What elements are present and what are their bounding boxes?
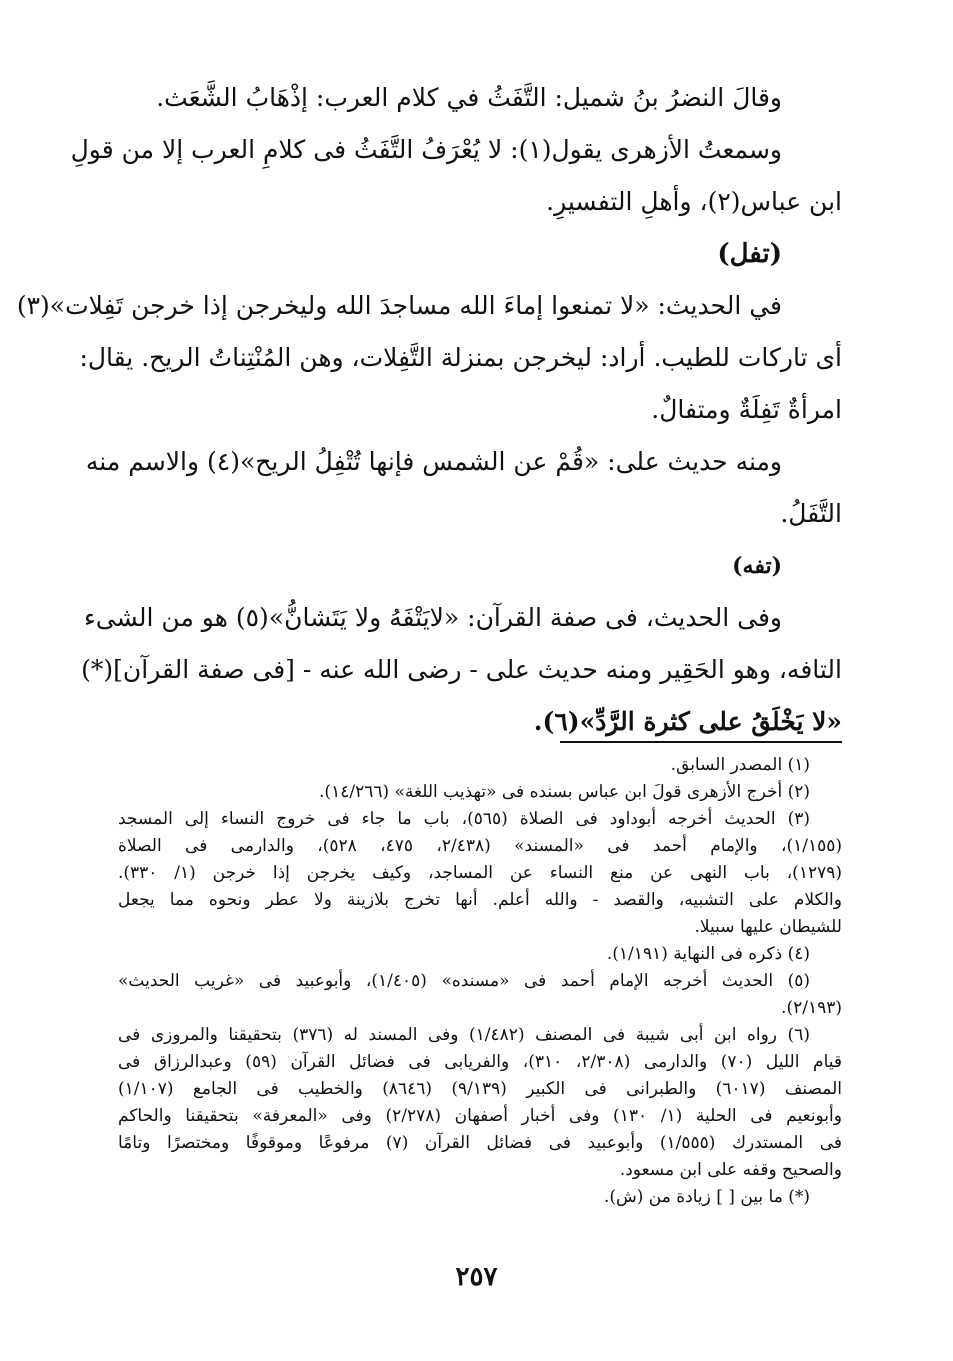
footnote-line: (*) ما بين [ ] زيادة من (ش).	[603, 1187, 810, 1207]
footnote-line: (٦) رواه ابن أبى شيبة فى المصنف (١/٤٨٢) وفى المسند له (٣٧٦) بتحقيقنا والمروزى فى	[118, 1025, 810, 1045]
footnote-line: والصحيح وقفه على ابن مسعود.	[619, 1160, 842, 1180]
body-line: وسمعتُ الأزهرى يقول(١): لا يُعْرَفُ التَّفَثُ فى كلامِ العرب إلا من قولِ	[70, 135, 782, 164]
main-text	[16, 72, 842, 748]
body-line: «لا يَخْلَقُ على كثرة الرَّدِّ»(٦).	[533, 707, 842, 736]
footnote-line: فى المستدرك (١/٥٥٥) وأبوعبيد فى فضائل القرآن (٧) مرفوعًا وموقوفًا ومختصرًا وتامًا	[118, 1133, 842, 1153]
footnote-separator	[560, 741, 842, 743]
body-line: امرأةٌ تَفِلَةٌ ومتفالٌ.	[651, 395, 842, 424]
body-line: ومنه حديث على: «قُمْ عن الشمس فإنها تُتْفِلُ الريح»(٤) والاسم منه	[85, 447, 782, 476]
body-line: ابن عباس(٢)، وأهلِ التفسيرِ.	[546, 187, 842, 216]
footnote-line: (٣) الحديث أخرجه أبوداود فى الصلاة (٥٦٥)، باب ما جاء فى خروج النساء إلى المسجد	[118, 809, 811, 829]
footnote-line: (١/١٥٥)، والإمام أحمد فى «المسند» (٢/٤٣٨، ٤٧٥، ٥٢٨)، والدارمى فى الصلاة	[118, 836, 843, 856]
body-line: في الحديث: «لا تمنعوا إماءَ الله مساجدَ الله وليخرجن إذا خرجن تَفِلات»(٣)	[16, 291, 782, 320]
entry-heading-tfl: (تفل)	[717, 239, 782, 269]
body-line: وفى الحديث، فى صفة القرآن: «لايَتْفَهُ ولا يَتَشانُّ»(٥) هو من الشىء	[84, 603, 782, 632]
entry-heading-tfh: (تفه)	[732, 553, 782, 579]
footnotes	[118, 752, 842, 1211]
body-line: أى تاركات للطيب. أراد: ليخرجن بمنزلة التَّفِلات، وهن المُنْتِناتُ الريح. يقال:	[79, 343, 842, 372]
body-line: التَّفَلُ.	[780, 499, 842, 528]
body-line: وقالَ النضرُ بنُ شميل: التَّفَثُ في كلام العرب: إذْهَابُ الشَّعَث.	[156, 83, 782, 112]
footnote-line: (٢/١٩٣).	[781, 998, 842, 1018]
body-line: التافه، وهو الحَقِير ومنه حديث على - رضى الله عنه - [فى صفة القرآن](*)	[81, 655, 842, 684]
footnote-line: (٢) أخرج الأزهرى قولَ ابن عباس بسنده فى «تهذيب اللغة» (١٤/٢٦٦).	[319, 782, 810, 802]
footnote-line: قيام الليل (٧٠) والدارمى (٢/٣٠٨، ٣١٠)، والفريابى فى فضائل القرآن (٥٩) وعبدالرزاق فى	[118, 1052, 843, 1072]
page-number: ٢٥٧	[455, 1262, 498, 1292]
footnote-line: وأبونعيم فى الحلية (١/ ١٣٠) وفى أخبار أصفهان (٢/٢٧٨) وفى «المعرفة» بتحقيقنا والحاكم	[118, 1106, 842, 1126]
footnote-line: والكلام على التشبيه، والقصد - والله أعلم. أنها تخرج بلازينة ولا عطر ونحوه مما يجعل	[118, 890, 842, 910]
footnote-line: (٥) الحديث أخرجه الإمام أحمد فى «مسنده» (١/٤٠٥)، وأبوعبيد فى «غريب الحديث»	[118, 971, 810, 991]
footnote-line: المصنف (٦٠١٧) والطبرانى فى الكبير (٩/١٣٩) (٨٦٤٦) والخطيب فى الجامع (١/١٠٧)	[118, 1079, 842, 1099]
footnote-line: (٤) ذكره فى النهاية (١/١٩١).	[606, 944, 810, 964]
footnote-line: (١٢٧٩)، باب النهى عن منع النساء عن المساجد، وكيف يخرجن إذا خرجن (١/ ٣٣٠).	[118, 863, 842, 883]
footnote-line: (١) المصدر السابق.	[670, 755, 810, 775]
footnote-line: للشيطان عليها سبيلا.	[694, 917, 842, 937]
